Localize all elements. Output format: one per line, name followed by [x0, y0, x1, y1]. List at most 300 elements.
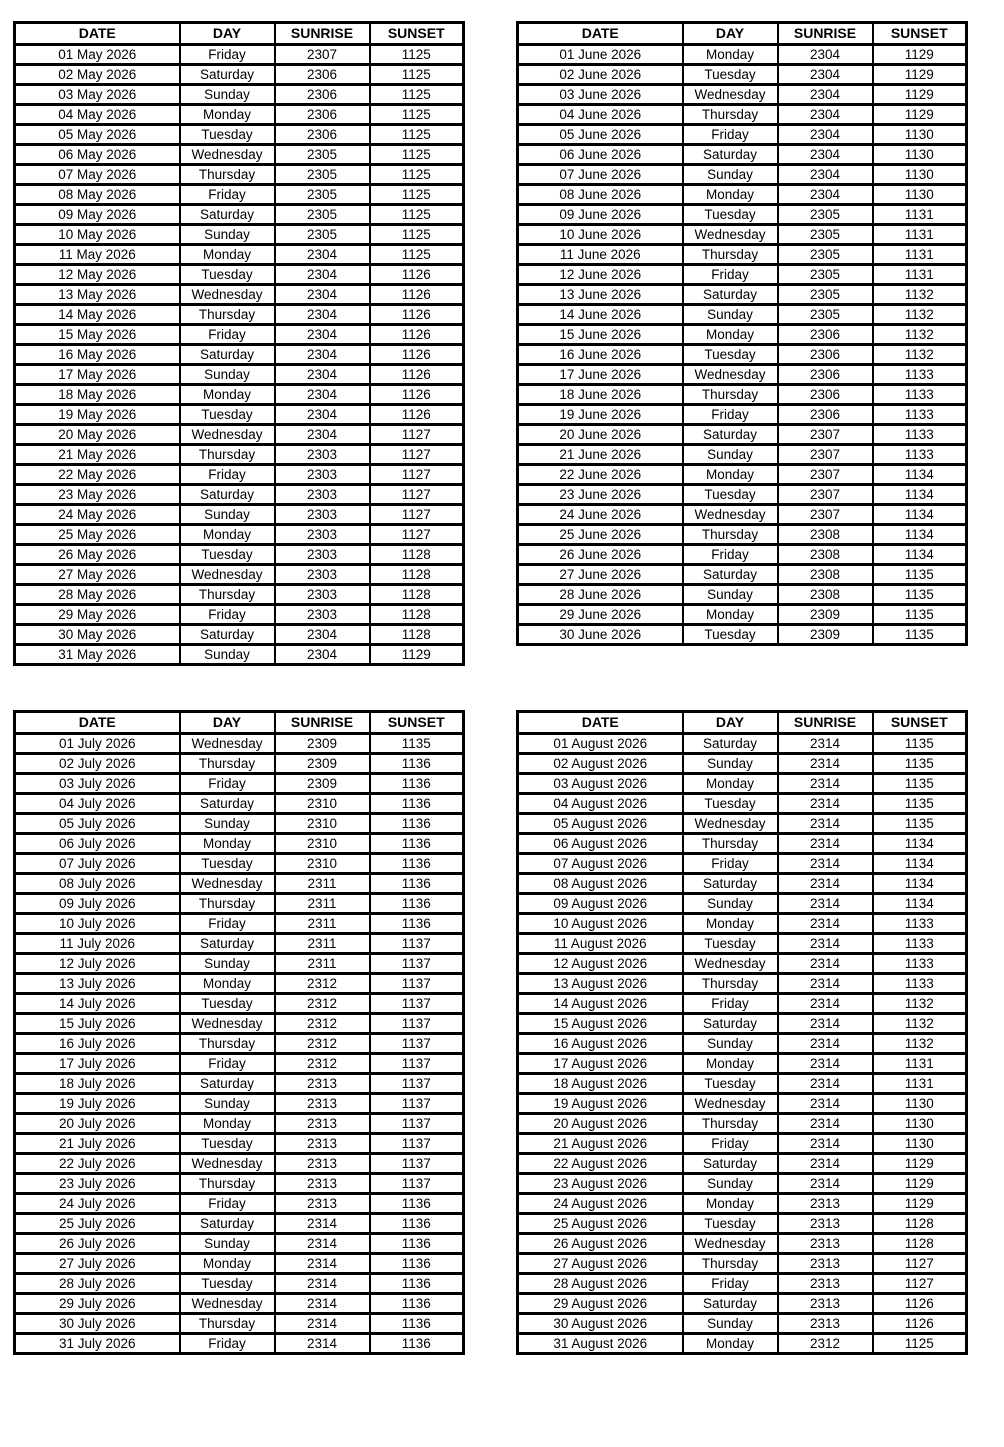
sunrise-cell: 2314	[778, 1154, 873, 1174]
day-cell: Sunday	[683, 305, 778, 325]
sunset-cell: 1131	[873, 205, 967, 225]
column-header-sunset: SUNSET	[873, 23, 967, 45]
sunset-cell: 1136	[370, 1214, 464, 1234]
table-row	[15, 85, 464, 105]
table-row	[15, 505, 464, 525]
table-row	[518, 1214, 967, 1234]
table-row	[15, 305, 464, 325]
table-row	[15, 65, 464, 85]
sunset-cell: 1134	[873, 854, 967, 874]
date-cell: 22 July 2026	[15, 1154, 180, 1174]
day-cell: Saturday	[683, 145, 778, 165]
day-cell: Friday	[180, 774, 275, 794]
day-cell: Thursday	[180, 445, 275, 465]
day-cell: Sunday	[180, 1094, 275, 1114]
date-cell: 23 July 2026	[15, 1174, 180, 1194]
table-row	[518, 405, 967, 425]
date-cell: 15 May 2026	[15, 325, 180, 345]
sunset-cell: 1134	[873, 505, 967, 525]
day-cell: Sunday	[683, 1174, 778, 1194]
table-row	[518, 385, 967, 405]
table-row	[15, 774, 464, 794]
table-row	[518, 874, 967, 894]
sunset-cell: 1129	[873, 65, 967, 85]
day-cell: Tuesday	[683, 1214, 778, 1234]
day-cell: Tuesday	[683, 205, 778, 225]
day-cell: Saturday	[683, 1014, 778, 1034]
sunset-cell: 1133	[873, 974, 967, 994]
sunrise-cell: 2313	[778, 1214, 873, 1234]
date-cell: 30 June 2026	[518, 625, 683, 645]
day-cell: Saturday	[180, 1214, 275, 1234]
sunset-cell: 1135	[873, 625, 967, 645]
table-row	[518, 1294, 967, 1314]
day-cell: Friday	[180, 1334, 275, 1354]
sunset-cell: 1126	[370, 305, 464, 325]
sunrise-cell: 2313	[275, 1094, 370, 1114]
sunset-cell: 1128	[370, 545, 464, 565]
table-row	[15, 1294, 464, 1314]
sunrise-cell: 2304	[778, 165, 873, 185]
date-cell: 03 July 2026	[15, 774, 180, 794]
date-cell: 02 August 2026	[518, 754, 683, 774]
date-cell: 25 August 2026	[518, 1214, 683, 1234]
date-cell: 29 August 2026	[518, 1294, 683, 1314]
date-cell: 28 June 2026	[518, 585, 683, 605]
date-cell: 08 May 2026	[15, 185, 180, 205]
day-cell: Friday	[683, 1134, 778, 1154]
day-cell: Wednesday	[180, 874, 275, 894]
sunset-cell: 1134	[873, 874, 967, 894]
sunset-cell: 1129	[873, 85, 967, 105]
date-cell: 28 July 2026	[15, 1274, 180, 1294]
sunrise-cell: 2313	[275, 1174, 370, 1194]
sunrise-cell: 2314	[778, 1014, 873, 1034]
sunrise-cell: 2312	[275, 994, 370, 1014]
sunset-cell: 1130	[873, 1134, 967, 1154]
date-cell: 12 June 2026	[518, 265, 683, 285]
day-cell: Thursday	[180, 305, 275, 325]
date-cell: 19 August 2026	[518, 1094, 683, 1114]
date-cell: 16 July 2026	[15, 1034, 180, 1054]
table-row	[15, 1054, 464, 1074]
date-cell: 20 June 2026	[518, 425, 683, 445]
sunrise-cell: 2304	[275, 285, 370, 305]
table-row	[518, 325, 967, 345]
sunset-cell: 1127	[370, 465, 464, 485]
table-row	[518, 625, 967, 645]
sunrise-cell: 2305	[778, 265, 873, 285]
table-row	[518, 894, 967, 914]
sunrise-cell: 2303	[275, 485, 370, 505]
sunrise-cell: 2313	[275, 1134, 370, 1154]
table-row	[518, 125, 967, 145]
table-row	[518, 345, 967, 365]
table-row	[518, 1194, 967, 1214]
day-cell: Thursday	[683, 834, 778, 854]
table-row	[518, 525, 967, 545]
sunset-cell: 1136	[370, 1254, 464, 1274]
day-cell: Sunday	[683, 585, 778, 605]
sunset-cell: 1137	[370, 934, 464, 954]
day-cell: Saturday	[180, 65, 275, 85]
sunset-cell: 1133	[873, 954, 967, 974]
date-cell: 18 May 2026	[15, 385, 180, 405]
sunset-cell: 1135	[370, 734, 464, 754]
date-cell: 27 June 2026	[518, 565, 683, 585]
sunrise-cell: 2314	[778, 994, 873, 1014]
sunrise-cell: 2304	[778, 185, 873, 205]
date-cell: 06 May 2026	[15, 145, 180, 165]
sunset-cell: 1134	[873, 894, 967, 914]
day-cell: Tuesday	[180, 265, 275, 285]
day-cell: Saturday	[180, 485, 275, 505]
day-cell: Thursday	[683, 1254, 778, 1274]
sunrise-cell: 2303	[275, 605, 370, 625]
table-row	[15, 185, 464, 205]
day-cell: Thursday	[683, 245, 778, 265]
column-header-date: DATE	[15, 23, 180, 45]
sunset-cell: 1132	[873, 285, 967, 305]
sunset-cell: 1137	[370, 954, 464, 974]
day-cell: Wednesday	[683, 814, 778, 834]
sunset-cell: 1133	[873, 425, 967, 445]
sunset-cell: 1134	[873, 834, 967, 854]
sunrise-cell: 2306	[778, 365, 873, 385]
date-cell: 01 July 2026	[15, 734, 180, 754]
sunset-cell: 1135	[873, 774, 967, 794]
sunrise-cell: 2305	[778, 245, 873, 265]
sunset-cell: 1135	[873, 565, 967, 585]
table-row	[15, 165, 464, 185]
table-row	[518, 165, 967, 185]
date-cell: 28 August 2026	[518, 1274, 683, 1294]
table-row	[518, 485, 967, 505]
day-cell: Monday	[180, 1114, 275, 1134]
column-header-sunset: SUNSET	[370, 712, 464, 734]
sunrise-cell: 2314	[778, 754, 873, 774]
day-cell: Friday	[180, 1054, 275, 1074]
sunrise-cell: 2314	[275, 1274, 370, 1294]
column-header-day: DAY	[683, 712, 778, 734]
date-cell: 25 June 2026	[518, 525, 683, 545]
sunset-cell: 1125	[370, 165, 464, 185]
sunrise-cell: 2314	[275, 1214, 370, 1234]
day-cell: Wednesday	[683, 1234, 778, 1254]
column-header-day: DAY	[683, 23, 778, 45]
sunrise-cell: 2312	[275, 1014, 370, 1034]
date-cell: 15 July 2026	[15, 1014, 180, 1034]
date-cell: 31 May 2026	[15, 645, 180, 665]
sunrise-cell: 2304	[778, 45, 873, 65]
sunset-cell: 1130	[873, 185, 967, 205]
date-cell: 05 August 2026	[518, 814, 683, 834]
sunrise-cell: 2314	[778, 1094, 873, 1114]
day-cell: Sunday	[683, 1314, 778, 1334]
sunset-cell: 1125	[370, 125, 464, 145]
date-cell: 22 June 2026	[518, 465, 683, 485]
table-row	[518, 754, 967, 774]
day-cell: Wednesday	[683, 85, 778, 105]
sunrise-cell: 2314	[778, 874, 873, 894]
table-row	[15, 1094, 464, 1114]
sunset-cell: 1127	[873, 1274, 967, 1294]
sunset-cell: 1129	[873, 1154, 967, 1174]
sunset-cell: 1137	[370, 994, 464, 1014]
day-cell: Sunday	[180, 225, 275, 245]
sunset-cell: 1130	[873, 125, 967, 145]
day-cell: Tuesday	[683, 345, 778, 365]
date-cell: 02 June 2026	[518, 65, 683, 85]
day-cell: Sunday	[683, 754, 778, 774]
sunset-cell: 1125	[873, 1334, 967, 1354]
day-cell: Sunday	[683, 165, 778, 185]
table-row	[15, 1014, 464, 1034]
date-cell: 15 August 2026	[518, 1014, 683, 1034]
date-cell: 08 August 2026	[518, 874, 683, 894]
table-row	[518, 185, 967, 205]
sunset-cell: 1136	[370, 1294, 464, 1314]
table-row	[15, 794, 464, 814]
day-cell: Friday	[683, 405, 778, 425]
sunset-cell: 1125	[370, 85, 464, 105]
day-cell: Friday	[683, 854, 778, 874]
table-row	[15, 125, 464, 145]
day-cell: Monday	[180, 385, 275, 405]
sunrise-cell: 2306	[275, 105, 370, 125]
sunset-cell: 1133	[873, 385, 967, 405]
sunrise-cell: 2304	[275, 245, 370, 265]
sunset-cell: 1130	[873, 1094, 967, 1114]
column-header-sunset: SUNSET	[873, 712, 967, 734]
table-row	[518, 565, 967, 585]
table-row	[15, 45, 464, 65]
date-cell: 12 August 2026	[518, 954, 683, 974]
sunrise-cell: 2314	[778, 894, 873, 914]
day-cell: Saturday	[180, 625, 275, 645]
sunrise-cell: 2309	[275, 774, 370, 794]
sunrise-cell: 2308	[778, 585, 873, 605]
table-row	[518, 105, 967, 125]
table-row	[518, 425, 967, 445]
date-cell: 07 July 2026	[15, 854, 180, 874]
table-row	[518, 85, 967, 105]
sunset-cell: 1129	[873, 1194, 967, 1214]
table-row	[15, 814, 464, 834]
table-row	[15, 1034, 464, 1054]
sunrise-cell: 2303	[275, 525, 370, 545]
sunset-cell: 1127	[370, 445, 464, 465]
table-row	[518, 734, 967, 754]
table-row	[15, 625, 464, 645]
table-row	[518, 1254, 967, 1274]
sunrise-cell: 2314	[275, 1234, 370, 1254]
table-row	[15, 385, 464, 405]
sunrise-cell: 2303	[275, 465, 370, 485]
sunrise-cell: 2304	[778, 125, 873, 145]
sunrise-cell: 2311	[275, 934, 370, 954]
day-cell: Sunday	[180, 365, 275, 385]
table-row	[518, 1174, 967, 1194]
table-row	[15, 994, 464, 1014]
table-row	[518, 465, 967, 485]
sunset-cell: 1132	[873, 325, 967, 345]
day-cell: Saturday	[683, 285, 778, 305]
column-header-sunrise: SUNRISE	[275, 23, 370, 45]
sunset-cell: 1136	[370, 814, 464, 834]
day-cell: Monday	[683, 45, 778, 65]
sunset-cell: 1137	[370, 1154, 464, 1174]
sunset-cell: 1131	[873, 245, 967, 265]
table-row	[518, 245, 967, 265]
table-row	[518, 1154, 967, 1174]
sunset-cell: 1125	[370, 185, 464, 205]
day-cell: Thursday	[683, 974, 778, 994]
table-row	[15, 265, 464, 285]
date-cell: 02 May 2026	[15, 65, 180, 85]
table-row	[15, 225, 464, 245]
day-cell: Sunday	[180, 814, 275, 834]
date-cell: 01 May 2026	[15, 45, 180, 65]
date-cell: 18 July 2026	[15, 1074, 180, 1094]
sunrise-cell: 2303	[275, 445, 370, 465]
date-cell: 05 June 2026	[518, 125, 683, 145]
date-cell: 27 August 2026	[518, 1254, 683, 1274]
date-cell: 31 July 2026	[15, 1334, 180, 1354]
column-header-sunset: SUNSET	[370, 23, 464, 45]
date-cell: 12 July 2026	[15, 954, 180, 974]
table-row	[15, 565, 464, 585]
sunrise-cell: 2313	[275, 1194, 370, 1214]
date-cell: 24 June 2026	[518, 505, 683, 525]
day-cell: Wednesday	[683, 225, 778, 245]
sunset-cell: 1134	[873, 485, 967, 505]
date-cell: 20 July 2026	[15, 1114, 180, 1134]
table-row	[15, 734, 464, 754]
table-row	[518, 585, 967, 605]
sunset-cell: 1132	[873, 1034, 967, 1054]
day-cell: Monday	[180, 105, 275, 125]
table-row	[518, 225, 967, 245]
sunrise-cell: 2305	[275, 225, 370, 245]
table-row	[15, 605, 464, 625]
sunset-cell: 1133	[873, 445, 967, 465]
table-row	[15, 585, 464, 605]
day-cell: Thursday	[180, 1314, 275, 1334]
sunrise-cell: 2311	[275, 874, 370, 894]
date-cell: 04 May 2026	[15, 105, 180, 125]
sunrise-cell: 2305	[275, 145, 370, 165]
table-row	[15, 1174, 464, 1194]
date-cell: 14 June 2026	[518, 305, 683, 325]
sunset-cell: 1128	[370, 625, 464, 645]
sunrise-cell: 2311	[275, 954, 370, 974]
sunset-cell: 1127	[370, 485, 464, 505]
table-row	[15, 1074, 464, 1094]
date-cell: 28 May 2026	[15, 585, 180, 605]
sunset-cell: 1137	[370, 974, 464, 994]
table-row	[15, 1254, 464, 1274]
day-cell: Sunday	[683, 894, 778, 914]
sunrise-cell: 2309	[778, 625, 873, 645]
sunrise-cell: 2314	[778, 1134, 873, 1154]
date-cell: 01 June 2026	[518, 45, 683, 65]
day-cell: Wednesday	[683, 1094, 778, 1114]
day-cell: Thursday	[180, 585, 275, 605]
table-row	[518, 854, 967, 874]
date-cell: 26 June 2026	[518, 545, 683, 565]
date-cell: 30 May 2026	[15, 625, 180, 645]
table-row	[518, 774, 967, 794]
table-row	[15, 894, 464, 914]
day-cell: Friday	[180, 605, 275, 625]
day-cell: Monday	[683, 325, 778, 345]
table-row	[15, 145, 464, 165]
day-cell: Saturday	[180, 205, 275, 225]
sunrise-cell: 2314	[778, 1174, 873, 1194]
date-cell: 17 July 2026	[15, 1054, 180, 1074]
sunset-cell: 1133	[873, 405, 967, 425]
date-cell: 03 May 2026	[15, 85, 180, 105]
sunrise-cell: 2314	[778, 1054, 873, 1074]
day-cell: Monday	[180, 525, 275, 545]
table-row	[15, 854, 464, 874]
sunset-cell: 1131	[873, 265, 967, 285]
date-cell: 10 May 2026	[15, 225, 180, 245]
table-row	[15, 425, 464, 445]
table-row	[518, 205, 967, 225]
sunrise-cell: 2306	[778, 325, 873, 345]
sunset-cell: 1137	[370, 1134, 464, 1154]
sunset-cell: 1134	[873, 525, 967, 545]
day-cell: Monday	[683, 465, 778, 485]
table-row	[15, 405, 464, 425]
sunrise-cell: 2314	[275, 1294, 370, 1314]
sunrise-cell: 2310	[275, 794, 370, 814]
sunset-cell: 1136	[370, 894, 464, 914]
day-cell: Thursday	[180, 1174, 275, 1194]
day-cell: Friday	[683, 545, 778, 565]
table-row	[15, 1314, 464, 1334]
sunset-cell: 1131	[873, 1054, 967, 1074]
sunset-cell: 1129	[873, 1174, 967, 1194]
column-header-date: DATE	[518, 712, 683, 734]
sunrise-cell: 2307	[778, 465, 873, 485]
sunrise-cell: 2307	[778, 505, 873, 525]
sunset-cell: 1136	[370, 834, 464, 854]
date-cell: 09 July 2026	[15, 894, 180, 914]
date-cell: 21 May 2026	[15, 445, 180, 465]
table-row	[518, 605, 967, 625]
date-cell: 14 July 2026	[15, 994, 180, 1014]
day-cell: Monday	[180, 834, 275, 854]
table-row	[15, 285, 464, 305]
date-cell: 23 June 2026	[518, 485, 683, 505]
table-row	[15, 365, 464, 385]
sunset-cell: 1125	[370, 105, 464, 125]
table-row	[518, 974, 967, 994]
table-row	[15, 345, 464, 365]
table-row	[15, 1274, 464, 1294]
table-row	[15, 645, 464, 665]
day-cell: Sunday	[180, 645, 275, 665]
day-cell: Wednesday	[180, 285, 275, 305]
sunrise-cell: 2305	[778, 205, 873, 225]
table-row	[15, 874, 464, 894]
day-cell: Tuesday	[180, 1274, 275, 1294]
sunrise-cell: 2304	[778, 145, 873, 165]
column-header-day: DAY	[180, 23, 275, 45]
